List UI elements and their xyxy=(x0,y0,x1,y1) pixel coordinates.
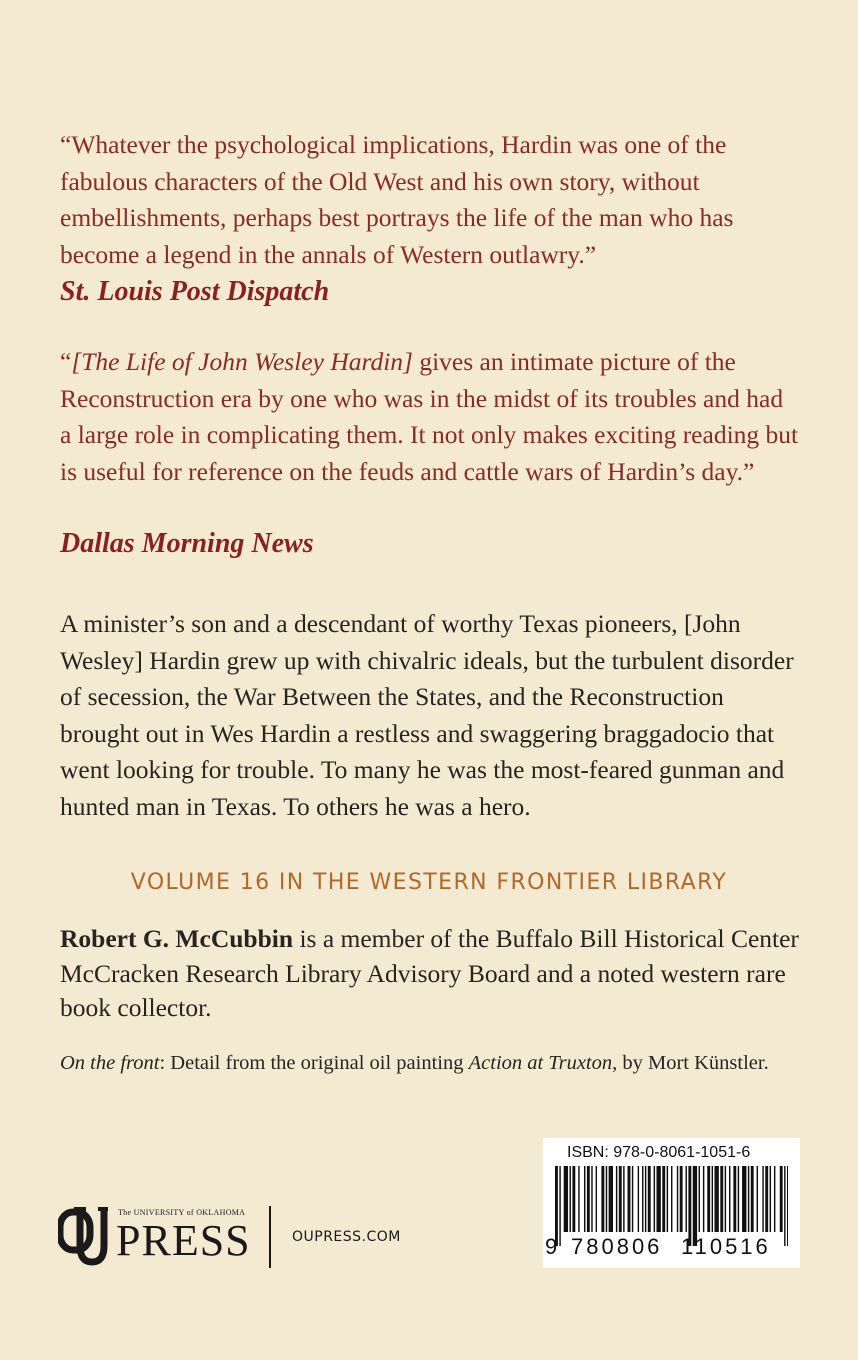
quote-2-body: gives an intimate picture of the Reconstruction era by one who was in the midst of its troubles and had a large role in complicating them. It not only makes exciting reading but is useful for reference on the feuds and cattle wars of Hardin’s day.” xyxy=(60,347,799,486)
series-label: VOLUME 16 IN THE WESTERN FRONTIER LIBRARY xyxy=(130,870,728,895)
review-attribution-1: St. Louis Post Dispatch xyxy=(60,276,330,307)
author-bio xyxy=(60,922,805,1026)
publisher-website: OUPRESS.COM xyxy=(292,1229,401,1245)
barcode-first-digit: 9 xyxy=(545,1234,558,1259)
isbn-barcode xyxy=(543,1138,800,1268)
isbn-label: ISBN: 978-0-8061-1051-6 xyxy=(567,1144,751,1161)
author-bio-text: is a member of the Buffalo Bill Historical Center McCracken Research Library Advisory Board and a noted western rare book collector. xyxy=(60,924,799,1022)
publisher-name: PRESS xyxy=(116,1216,251,1265)
author-name: Robert G. McCubbin xyxy=(60,924,294,953)
painting-title: Action at Truxton xyxy=(468,1052,613,1074)
cover-credit xyxy=(60,1048,805,1079)
book-description: A minister’s son and a descendant of worthy Texas pioneers, [John Wesley] Hardin grew up with chivalric ideals, but the turbulent disorder of secession, the War Between the States, and the Reconstruction brought out in Wes Hardin a restless and swaggering braggadocio that went looking for trouble. To many he was the most-feared gunman and hunted man in Texas. To others he was a hero. xyxy=(60,609,794,821)
ou-logo-icon xyxy=(58,1206,108,1268)
barcode-left-group: 780806 xyxy=(571,1234,663,1259)
barcode-right-group: 110516 xyxy=(681,1234,771,1259)
review-attribution-2: Dallas Morning News xyxy=(60,528,314,559)
review-quote-2 xyxy=(60,344,800,490)
publisher-university-line: The UNIVERSITY of OKLAHOMA xyxy=(118,1208,246,1217)
cover-credit-text-2: , by Mort Künstler. xyxy=(612,1052,769,1074)
review-quote-1: “Whatever the psychological implications, Hardin was one of the fabulous characters of the Old West and his own story, without embellishments, perhaps best portrays the life of the man who has become a legend in the annals of Western outlawry.” xyxy=(60,130,734,269)
quote-open-mark: “ xyxy=(60,347,72,376)
publisher-block xyxy=(58,1200,438,1275)
book-title-italic: [The Life of John Wesley Hardin] xyxy=(71,347,413,376)
cover-credit-text-1: : Detail from the original oil painting xyxy=(159,1052,469,1074)
cover-credit-label: On the front xyxy=(60,1052,160,1074)
publisher-divider xyxy=(269,1206,271,1268)
